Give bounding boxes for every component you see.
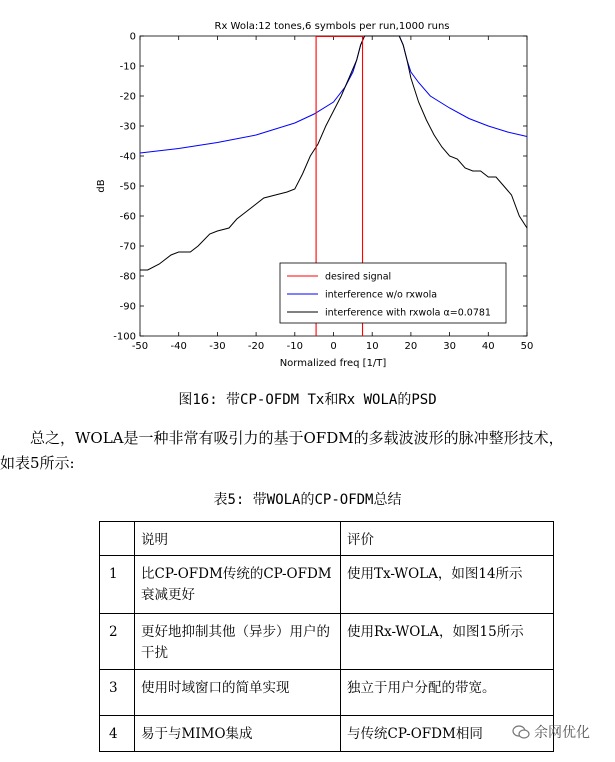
watermark-text: 余网优化: [534, 725, 590, 741]
row-num: 4: [100, 716, 135, 752]
x-tick-label: -20: [247, 341, 265, 352]
y-tick-label: -90: [119, 301, 136, 313]
x-axis-label: Normalized freq [1/T]: [279, 358, 387, 369]
table-row: [100, 556, 554, 614]
x-tick-label: -40: [170, 341, 187, 352]
x-tick-label: 0: [330, 341, 337, 352]
y-tick-label: -40: [119, 151, 136, 163]
y-tick-label: -100: [113, 331, 136, 343]
x-tick-label: -50: [131, 341, 149, 352]
legend-label: interference with rxwola α=0.0781: [325, 307, 491, 319]
table-header-row: [100, 522, 554, 556]
chart-title: Rx Wola:12 tones,6 symbols per run,1000 runs: [214, 21, 450, 32]
y-tick-label: -50: [119, 181, 136, 193]
y-tick-label: -60: [119, 211, 136, 223]
wechat-icon: [512, 725, 530, 739]
header-cell-eval: 评价: [341, 522, 554, 556]
watermark: [512, 722, 590, 742]
y-tick-label: -80: [119, 271, 136, 283]
row-eval: 使用Tx-WOLA，如图14所示: [341, 556, 554, 614]
y-tick-label: -10: [119, 61, 136, 73]
table-row: [100, 614, 554, 670]
summary-table: [99, 521, 554, 752]
chart-legend: [280, 263, 506, 323]
row-eval: 使用Rx-WOLA，如图15所示: [341, 614, 554, 670]
y-tick-label: -30: [119, 121, 136, 133]
header-cell-desc: 说明: [135, 522, 341, 556]
row-num: 3: [100, 670, 135, 716]
x-tick-label: -30: [209, 341, 226, 352]
x-tick-label: -10: [286, 341, 303, 352]
y-tick-label: -70: [119, 241, 136, 253]
legend-label: interference w/o rxwola: [325, 289, 438, 301]
row-desc: 易于与MIMO集成: [135, 716, 341, 752]
paragraph-line-1: 总之，WOLA是一种非常有吸引力的基于OFDM的多载波波形的脉冲整形技术，: [30, 429, 564, 447]
x-tick-label: 30: [443, 341, 456, 352]
y-axis-label: dB: [96, 179, 107, 193]
legend-label: desired signal: [325, 271, 392, 283]
paragraph-line-2: 如表5所示:: [0, 454, 75, 472]
x-tick-label: 20: [404, 341, 418, 352]
row-num: 2: [100, 614, 135, 670]
row-num: 1: [100, 556, 135, 614]
header-cell-num: [100, 522, 135, 556]
psd-chart: [0, 0, 615, 378]
x-tick-label: 10: [365, 341, 379, 352]
table-row: [100, 716, 554, 752]
row-desc: 使用时域窗口的简单实现: [135, 670, 341, 716]
figure-caption: 图16: 带CP-OFDM Tx和Rx WOLA的PSD: [178, 392, 437, 408]
row-eval: 与传统CP-OFDM相同: [341, 716, 554, 752]
x-tick-label: 50: [520, 341, 534, 352]
x-tick-label: 40: [481, 341, 495, 352]
summary-paragraph: [0, 426, 615, 476]
table-row: [100, 670, 554, 716]
y-tick-label: 0: [129, 31, 136, 43]
table-caption: 表5: 带WOLA的CP-OFDM总结: [213, 492, 402, 508]
row-desc: 比CP-OFDM传统的CP-OFDM衰减更好: [135, 556, 341, 614]
y-tick-label: -20: [119, 91, 136, 103]
row-eval: 独立于用户分配的带宽。: [341, 670, 554, 716]
row-desc: 更好地抑制其他（异步）用户的干扰: [135, 614, 341, 670]
